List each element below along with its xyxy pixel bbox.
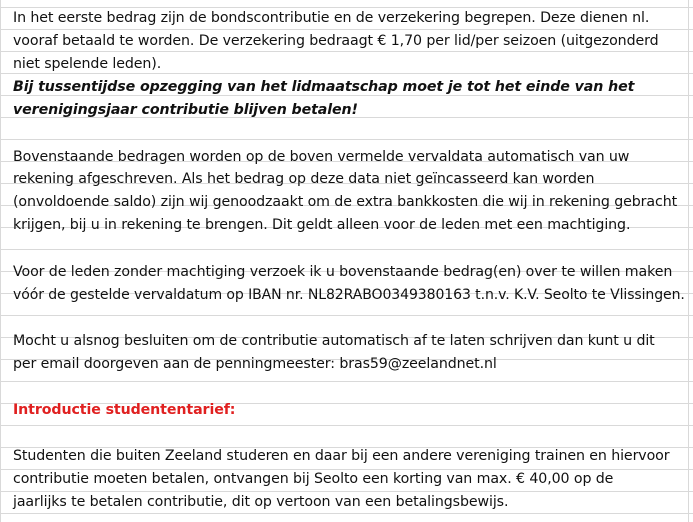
row-gridline bbox=[0, 381, 693, 382]
paragraph2-line1[interactable]: Bovenstaande bedragen worden op de boven vermelde vervaldata automatisch van uw bbox=[13, 149, 630, 165]
paragraph5-line2[interactable]: contributie moeten betalen, ontvangen bij Seolto een korting van max. € 40,00 op de bbox=[13, 471, 614, 487]
row-gridline bbox=[0, 139, 693, 140]
notice-line1[interactable]: Bij tussentijdse opzegging van het lidmaatschap moet je tot het einde van het bbox=[13, 79, 635, 95]
paragraph1-line2[interactable]: vooraf betaald te worden. De verzekering bedraagt € 1,70 per lid/per seizoen (uitgezonderd bbox=[13, 33, 659, 49]
paragraph4-line2[interactable]: per email doorgeven aan de penningmeester: bras59@zeelandnet.nl bbox=[13, 356, 497, 372]
column-gridline-right bbox=[688, 0, 689, 522]
row-gridline bbox=[0, 425, 693, 426]
paragraph4-line1[interactable]: Mocht u alsnog besluiten om de contributie automatisch af te laten schrijven dan kunt u dit bbox=[13, 333, 655, 349]
row-gridline bbox=[0, 315, 693, 316]
paragraph5-line1[interactable]: Studenten die buiten Zeeland studeren en daar bij een andere vereniging trainen en hiervoor bbox=[13, 448, 670, 464]
row-gridline bbox=[0, 513, 693, 514]
paragraph2-line3[interactable]: (onvoldoende saldo) zijn wij genoodzaakt om de extra bankkosten die wij in rekening gebracht bbox=[13, 194, 678, 210]
paragraph1-line1[interactable]: In het eerste bedrag zijn de bondscontributie en de verzekering begrepen. Deze dienen nl. bbox=[13, 10, 650, 26]
notice-line2[interactable]: verenigingsjaar contributie blijven betalen! bbox=[13, 102, 358, 118]
column-gridline-left bbox=[0, 0, 1, 522]
paragraph5-line3[interactable]: jaarlijks te betalen contributie, dit op vertoon van een betalingsbewijs. bbox=[13, 494, 509, 510]
paragraph1-line3[interactable]: niet spelende leden). bbox=[13, 56, 162, 72]
paragraph2-line2[interactable]: rekening afgeschreven. Als het bedrag op deze data niet geïncasseerd kan worden bbox=[13, 171, 595, 187]
paragraph3-line1[interactable]: Voor de leden zonder machtiging verzoek ik u bovenstaande bedrag(en) over te willen maken bbox=[13, 264, 673, 280]
row-gridline bbox=[0, 249, 693, 250]
paragraph2-line4[interactable]: krijgen, bij u in rekening te brengen. Dit geldt alleen voor de leden met een machtiging. bbox=[13, 217, 631, 233]
student-rate-heading[interactable]: Introductie studententarief: bbox=[13, 402, 236, 418]
paragraph3-line2[interactable]: vóór de gestelde vervaldatum op IBAN nr. NL82RABO0349380163 t.n.v. K.V. Seolto te Vlissingen. bbox=[13, 287, 685, 303]
